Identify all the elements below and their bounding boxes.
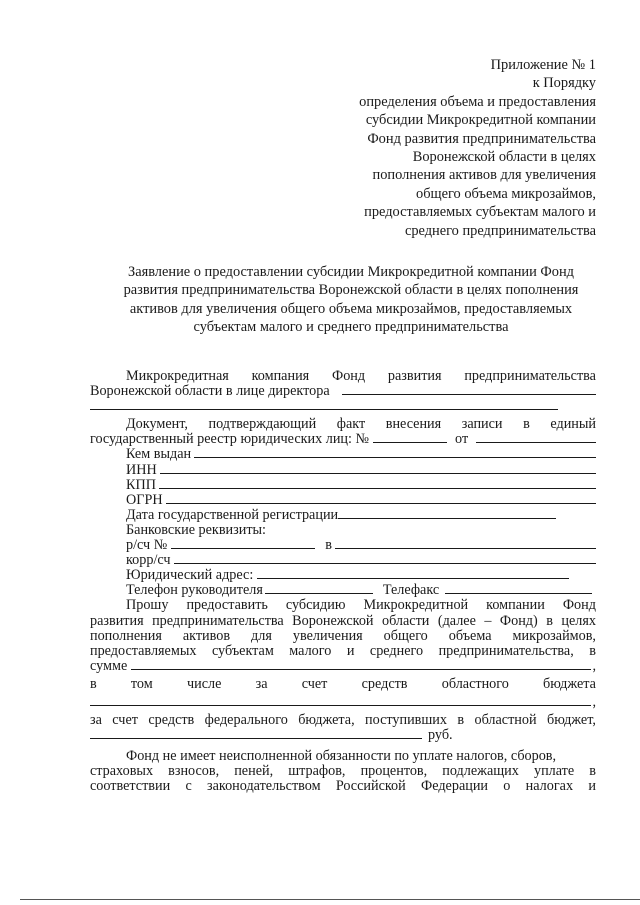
- word: за: [90, 712, 102, 729]
- word: субсидию: [285, 597, 346, 614]
- request-line-8: [90, 712, 596, 727]
- word: компании: [486, 597, 545, 614]
- corr-label: корр/сч: [126, 552, 171, 569]
- word: записи: [461, 416, 503, 433]
- account-field[interactable]: [171, 537, 315, 549]
- document-line-1: [90, 416, 596, 431]
- word: субъектам: [211, 642, 274, 659]
- word: Фонд: [331, 368, 366, 384]
- bank-label: Банковские реквизиты:: [126, 521, 266, 538]
- word: активов: [182, 627, 231, 644]
- appendix-line: Приложение № 1: [490, 57, 596, 73]
- word: числе: [186, 675, 222, 692]
- word: предоставить: [186, 597, 268, 614]
- issued-by-row: [90, 446, 596, 461]
- word: (далее: [437, 612, 476, 629]
- word: пополнения: [90, 627, 162, 644]
- issued-by-label: Кем выдан: [126, 446, 192, 463]
- word: увеличения: [292, 627, 363, 644]
- intro-line-2: [90, 383, 596, 398]
- word: областного: [441, 675, 509, 692]
- appendix-line: определения объема и предоставления: [359, 93, 596, 110]
- bank-row: [90, 522, 596, 537]
- appendix-line: к Порядку: [532, 75, 596, 92]
- issued-by-field[interactable]: [194, 446, 596, 458]
- amount-field[interactable]: [131, 658, 591, 670]
- reg-date-field[interactable]: [338, 507, 556, 519]
- word: малого: [289, 642, 332, 659]
- word: страховых: [90, 763, 154, 780]
- request-line-1: [90, 597, 596, 612]
- word: о: [503, 778, 511, 795]
- intro-text: Воронежской области в лице директора: [90, 383, 330, 400]
- bank-in-label: в: [325, 537, 332, 554]
- word: счет: [112, 712, 138, 729]
- kpp-row: [90, 477, 596, 492]
- word: факт: [336, 416, 366, 433]
- corr-field[interactable]: [174, 552, 596, 564]
- intro-line-3: [90, 398, 596, 413]
- kpp-field[interactable]: [159, 477, 596, 489]
- fax-label: Телефакс: [382, 582, 440, 599]
- word: развития: [387, 368, 442, 384]
- obligation-line-3: [90, 778, 596, 793]
- word: области: [381, 612, 430, 629]
- appendix-line: предоставляемых субъектам малого и: [364, 204, 596, 221]
- address-label: Юридический адрес:: [126, 567, 254, 584]
- title-line: развития предпринимательства Воронежской области в целях пополнения: [123, 282, 579, 299]
- word: Микрокредитная: [126, 368, 229, 384]
- corr-row: [90, 552, 596, 567]
- amount-label: сумме: [90, 657, 128, 674]
- word: в: [90, 675, 97, 692]
- word: предпринимательства,: [438, 642, 574, 659]
- word: средств: [361, 675, 408, 692]
- word: процентов,: [360, 763, 428, 780]
- request-line-3: [90, 628, 596, 643]
- appendix-block: [316, 56, 596, 240]
- obligation-text: Фонд не имеет неисполненной обязанности по уплате налогов, сборов,: [126, 748, 557, 765]
- account-label: р/сч №: [126, 537, 168, 554]
- date-from-label: от: [455, 431, 469, 448]
- director-name-field[interactable]: [342, 383, 596, 395]
- regional-budget-field[interactable]: [90, 694, 591, 706]
- word: Прошу: [126, 597, 169, 614]
- rub-label: руб.: [428, 727, 453, 744]
- request-line-4: [90, 643, 596, 658]
- reg-date-label: Дата государственной регистрации: [126, 506, 339, 523]
- inn-field[interactable]: [160, 462, 596, 474]
- word: общего: [383, 627, 428, 644]
- word: Федерации: [421, 778, 489, 795]
- director-name-continued-field[interactable]: [90, 398, 558, 410]
- request-line-2: [90, 613, 596, 628]
- word: предоставляемых: [90, 642, 197, 659]
- word: счет: [301, 675, 328, 692]
- inn-label: ИНН: [126, 461, 157, 478]
- word: бюджета: [543, 675, 596, 692]
- word: Фонд: [562, 597, 596, 614]
- phone-field[interactable]: [265, 582, 373, 594]
- word: целях: [561, 612, 596, 629]
- appendix-line: субсидии Микрокредитной компании: [365, 112, 596, 129]
- word: предпринимательства: [152, 612, 284, 629]
- word: пеней,: [234, 763, 274, 780]
- word: областной: [474, 712, 537, 729]
- word: предпринимательства: [464, 368, 596, 384]
- appendix-line: Фонд развития предпринимательства: [367, 130, 596, 147]
- word: за: [255, 675, 268, 692]
- application-body: [90, 368, 596, 794]
- word: для: [251, 627, 272, 644]
- word: подтверждающий: [208, 416, 317, 433]
- word: соответствии: [90, 778, 171, 795]
- fax-field[interactable]: [445, 582, 592, 594]
- document-title: [88, 263, 614, 336]
- word: бюджета,: [298, 712, 355, 729]
- inn-row: [90, 462, 596, 477]
- word: в: [457, 712, 465, 729]
- reg-date-row: [90, 507, 596, 522]
- bank-name-field[interactable]: [335, 537, 596, 549]
- intro-line-1: [90, 368, 596, 383]
- document-line-2: [90, 431, 596, 446]
- word: налогах: [525, 778, 574, 795]
- page-bottom-edge: [20, 899, 640, 900]
- word: в: [523, 416, 530, 433]
- request-line-5: [90, 658, 596, 673]
- title-line: субъектам малого и среднего предпринимательства: [193, 318, 509, 335]
- word: и: [346, 642, 355, 659]
- word: законодательством: [207, 778, 321, 795]
- word: внесения: [385, 416, 442, 433]
- ogrn-field[interactable]: [166, 492, 596, 504]
- word: с: [185, 778, 192, 795]
- appendix-line: общего объема микрозаймов,: [416, 185, 596, 202]
- phone-row: [90, 582, 596, 597]
- word: уплате: [533, 763, 575, 780]
- word: в: [546, 612, 553, 629]
- comma: ,: [592, 657, 596, 674]
- word: развития: [90, 612, 144, 629]
- word: компания: [251, 368, 310, 384]
- comma: ,: [592, 693, 596, 710]
- title-line: активов для увеличения общего объема микрозаймов, предоставляемых: [129, 300, 573, 317]
- word: средств: [148, 712, 195, 729]
- word: Воронежской: [292, 612, 374, 629]
- word: Российской: [335, 778, 406, 795]
- account-row: [90, 537, 596, 552]
- word: поступивших: [365, 712, 447, 729]
- word: единый: [550, 416, 596, 433]
- kpp-label: КПП: [126, 476, 156, 493]
- word: федерального: [204, 712, 288, 729]
- ogrn-row: [90, 492, 596, 507]
- word: подлежащих: [442, 763, 519, 780]
- word: том: [130, 675, 153, 692]
- word: микрозаймов,: [512, 627, 596, 644]
- word: Документ,: [126, 416, 188, 433]
- phone-label: Телефон руководителя: [126, 582, 263, 599]
- word: бюджет,: [546, 712, 596, 729]
- appendix-line: среднего предпринимательства: [404, 222, 596, 239]
- word: в: [589, 763, 596, 780]
- request-line-6: [90, 676, 596, 691]
- address-field[interactable]: [257, 567, 569, 579]
- registry-date-field[interactable]: [476, 431, 596, 443]
- address-row: [90, 567, 596, 582]
- registry-number-field[interactable]: [373, 431, 447, 443]
- ogrn-label: ОГРН: [126, 491, 163, 508]
- appendix-line: пополнения активов для увеличения: [372, 167, 596, 184]
- word: Микрокредитной: [363, 597, 469, 614]
- request-line-9: [90, 727, 596, 742]
- word: среднего: [369, 642, 424, 659]
- obligation-line-1: [90, 748, 596, 763]
- word: –: [484, 612, 492, 629]
- word: штрафов,: [288, 763, 346, 780]
- word: взносов,: [168, 763, 220, 780]
- federal-budget-field[interactable]: [90, 727, 422, 739]
- request-line-7: [90, 694, 596, 709]
- appendix-line: Воронежской области в целях: [412, 149, 596, 166]
- obligation-line-2: [90, 763, 596, 778]
- document-text: государственный реестр юридических лиц: №: [90, 431, 370, 448]
- word: в: [589, 642, 596, 659]
- word: Фонд): [499, 612, 538, 629]
- word: и: [588, 778, 596, 795]
- title-line: Заявление о предоставлении субсидии Микрокредитной компании Фонд: [127, 264, 575, 280]
- word: объема: [448, 627, 492, 644]
